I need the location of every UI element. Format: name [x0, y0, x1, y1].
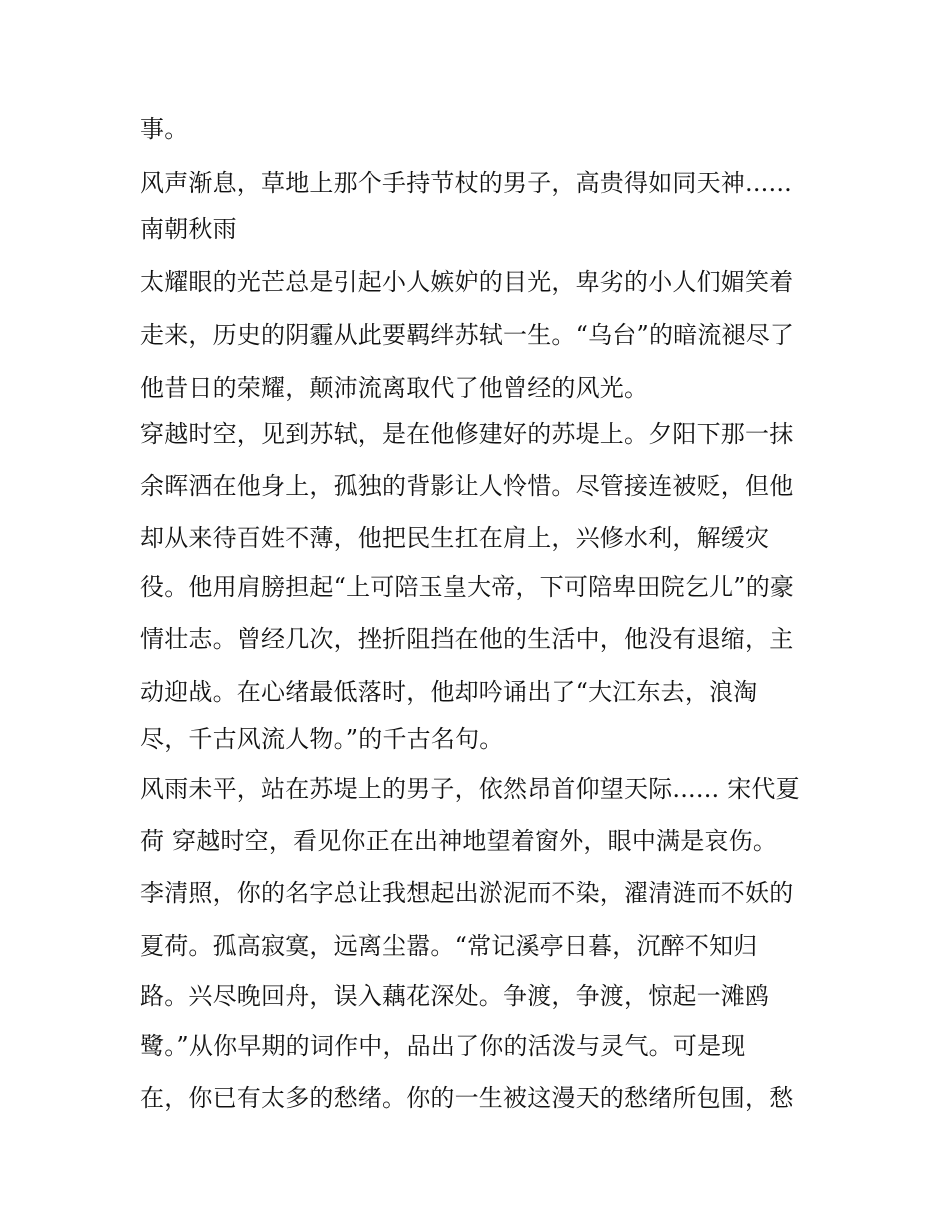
- text-line: 风雨未平，站在苏堤上的男子，依然昂首仰望天际...... 宋代夏: [140, 775, 800, 803]
- text-line: 余晖洒在他身上，孤独的背影让人怜惜。尽管接连被贬，但他: [140, 472, 794, 500]
- section-heading: 南朝秋雨: [140, 215, 237, 243]
- text-line: 走来，历史的阴霾从此要羁绊苏轼一生。“乌台”的暗流褪尽了: [140, 321, 795, 349]
- text-line: 路。兴尽晚回舟，误入藕花深处。争渡，争渡，惊起一滩鸥: [140, 982, 770, 1010]
- text-line: 尽，千古风流人物。”的千古名句。: [140, 725, 504, 753]
- text-line: 事。: [140, 115, 189, 143]
- text-line: 穿越时空，见到苏轼，是在他修建好的苏堤上。夕阳下那一抹: [140, 420, 794, 448]
- text-line: 役。他用肩膀担起“上可陪玉皇大帝，下可陪卑田院乞儿”的豪: [140, 573, 795, 601]
- text-line: 鹭。”从你早期的词作中，品出了你的活泼与灵气。可是现: [140, 1032, 746, 1060]
- text-line: 夏荷。孤高寂寞，远离尘嚣。“常记溪亭日暮，沉醉不知归: [140, 932, 758, 960]
- text-line: 动迎战。在心绪最低落时，他却吟诵出了“大江东去，浪淘: [140, 678, 758, 706]
- text-line: 荷 穿越时空，看见你正在出神地望着窗外，眼中满是哀伤。: [140, 827, 778, 855]
- text-line: 在，你已有太多的愁绪。你的一生被这漫天的愁绪所包围，愁: [140, 1084, 794, 1112]
- text-line: 太耀眼的光芒总是引起小人嫉妒的目光，卑劣的小人们媚笑着: [140, 268, 794, 296]
- text-line: 李清照，你的名字总让我想起出淤泥而不染，濯清涟而不妖的: [140, 879, 794, 907]
- text-line: 风声渐息，草地上那个手持节杖的男子，高贵得如同天神......: [140, 169, 792, 197]
- text-line: 却从来待百姓不薄，他把民生扛在肩上，兴修水利，解缓灾: [140, 524, 770, 552]
- text-line: 他昔日的荣耀，颠沛流离取代了他曾经的风光。: [140, 374, 649, 402]
- text-line: 情壮志。曾经几次，挫折阻挡在他的生活中，他没有退缩，主: [140, 625, 794, 653]
